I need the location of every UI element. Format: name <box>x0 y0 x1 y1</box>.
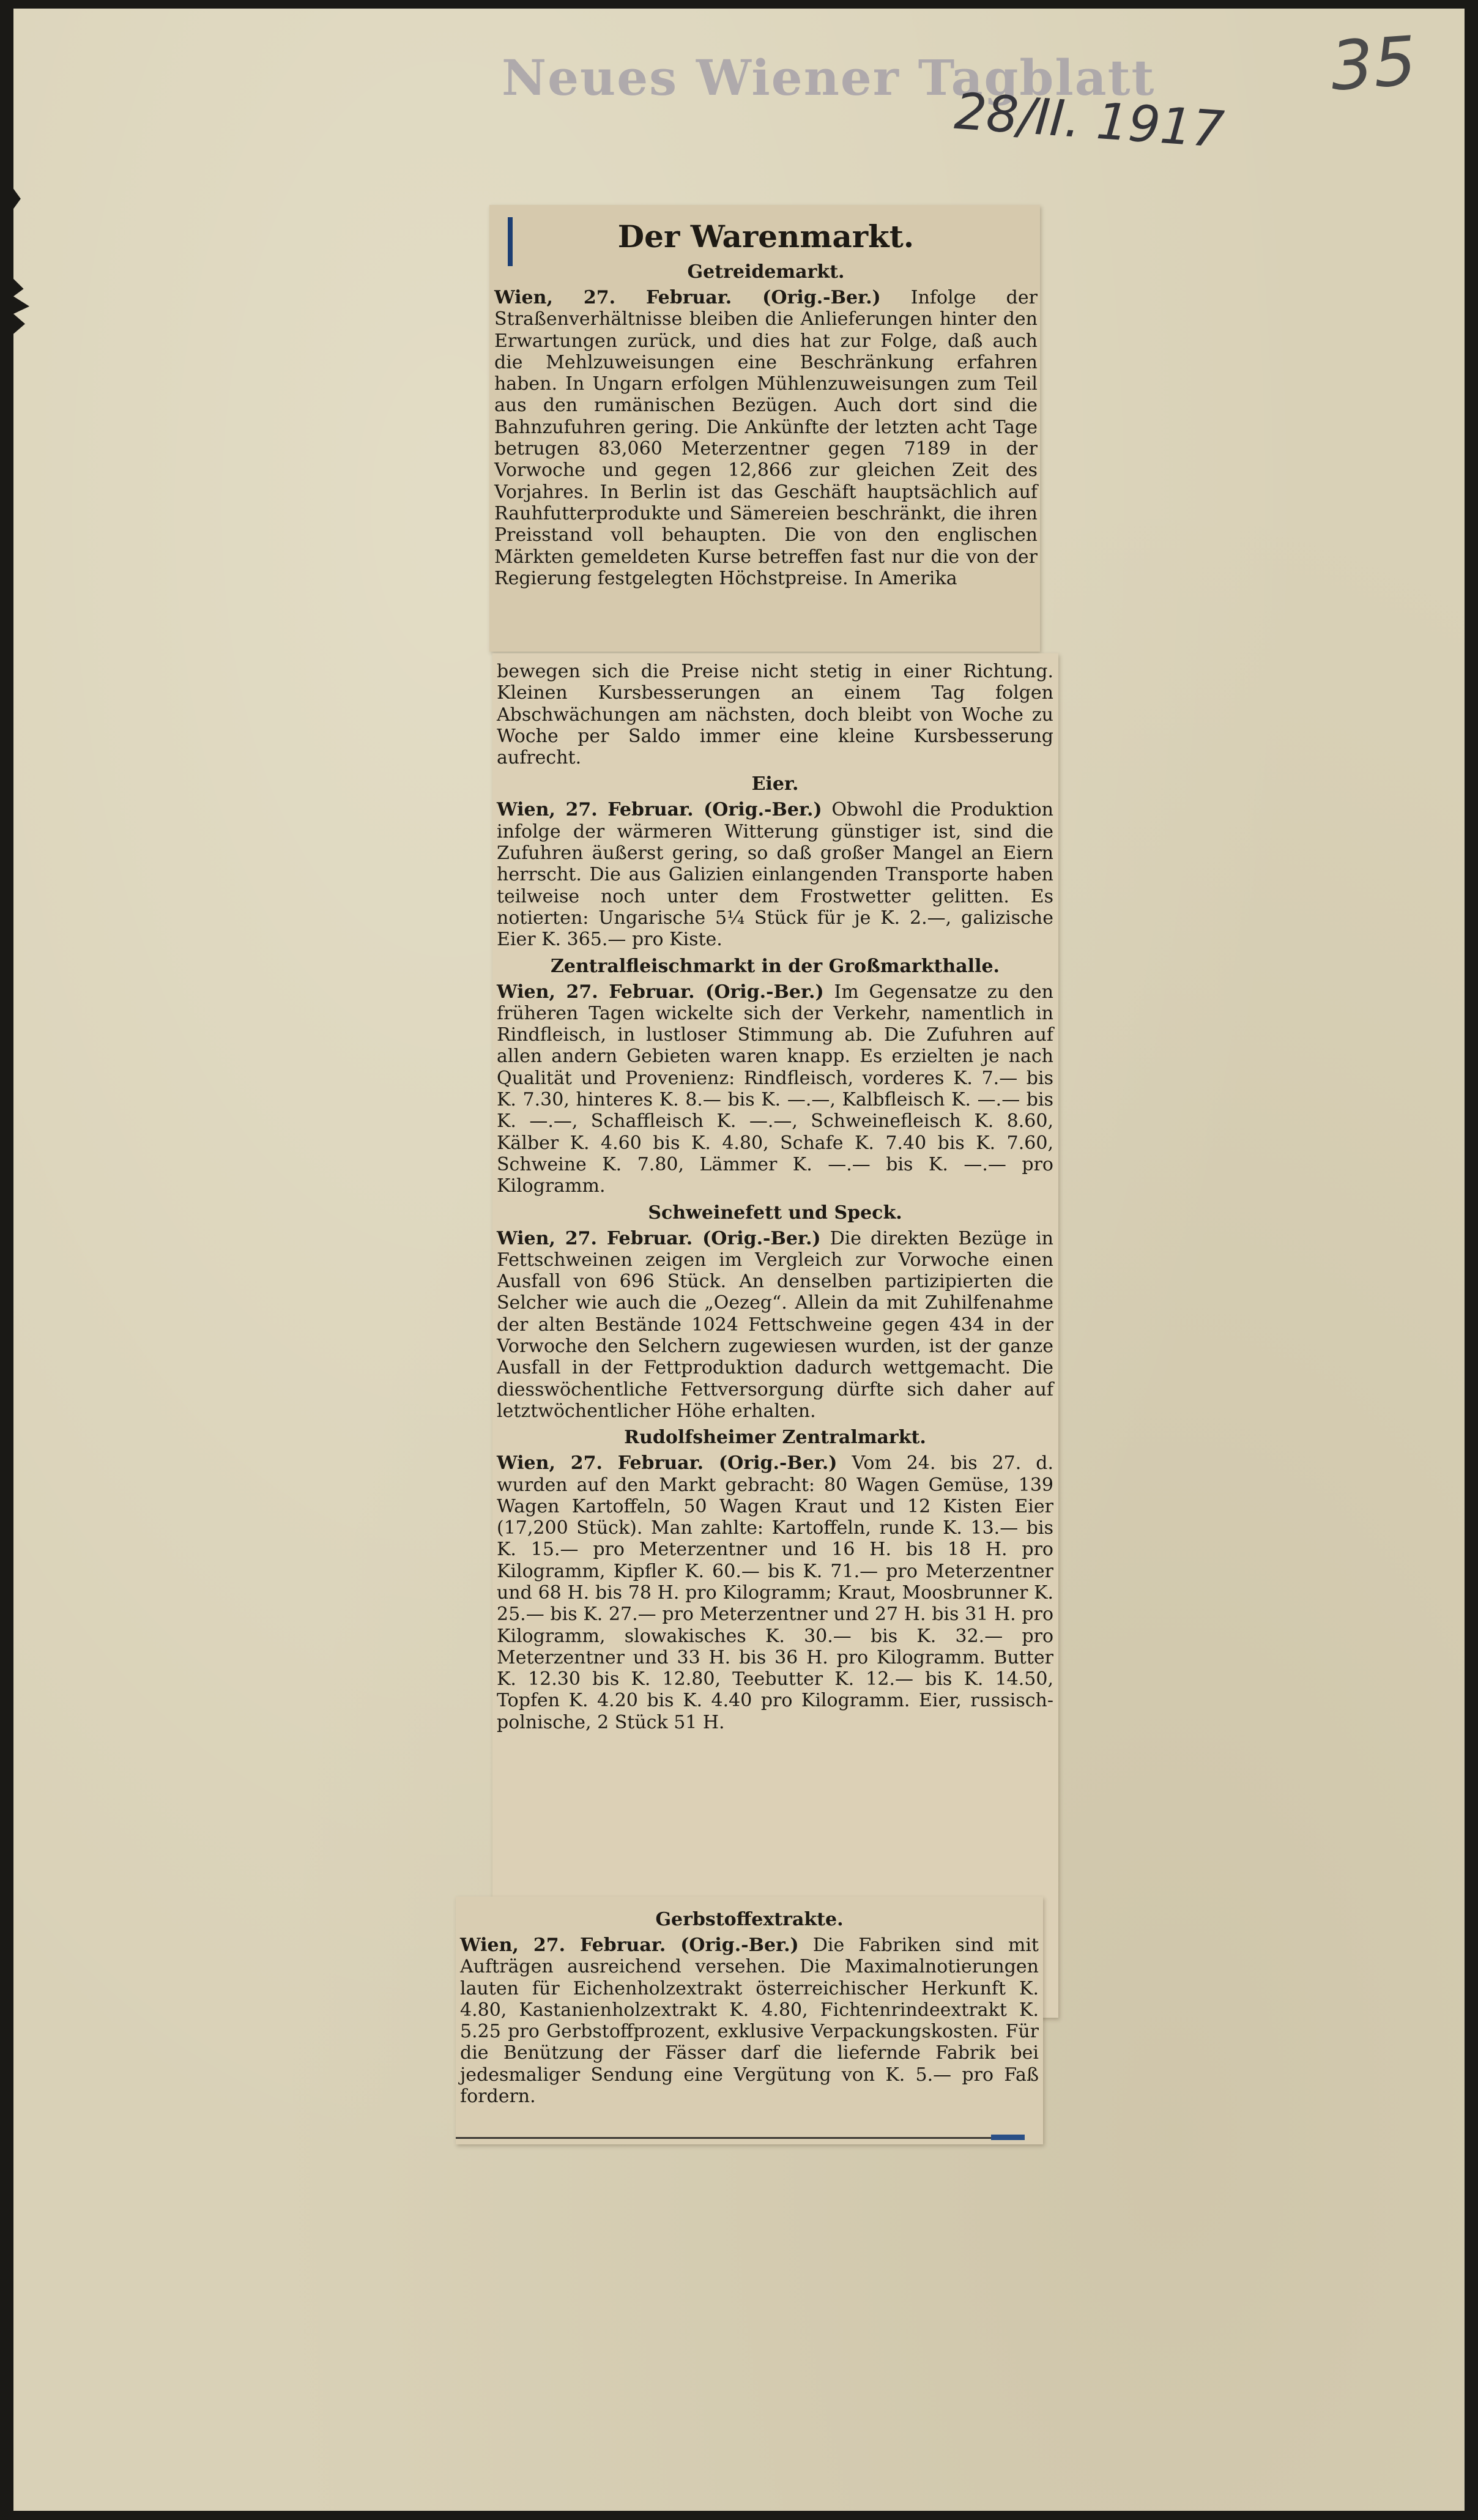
paragraph-text: Obwohl die Produktion infolge der wärmeren Witterung günstiger ist, sind die Zufuhren äußerst gering, so daß großer Mangel an Eiern herrscht. Die aus Galizien einlangenden Transporte haben teilweise noch unter dem Frostwetter gelitten. Es notierten: Ungarische 5¼ Stück für je K. 2.—, galizische Eier K. 365.— pro Kiste. <box>497 799 1053 951</box>
section-heading: Getreidemarkt. <box>687 261 845 283</box>
paragraph-text: Vom 24. bis 27. d. wurden auf den Markt gebracht: 80 Wagen Gemüse, 139 Wagen Kartoffeln, 50 Wagen Kraut und 12 Kisten Eier (17,200 Stück). Man zahlte: Kartoffeln, runde K. 13.— bis K. 15.— pro Meterzentner und 16 H. bis 18 H. pro Kilogramm, Kipfler K. 60.— bis K. 71.— pro Meterzentner und 68 H. bis 78 H. pro Kilogramm; Kraut, Moosbrunner K. 25.— bis K. 27.— pro Meterzentner und 27 H. bis 31 H. pro Kilogramm, slowakisches K. 30.— bis K. 32.— pro Meterzentner und 33 H. bis 36 H. pro Kilogramm. Butter K. 12.30 bis K. 12.80, Teebutter K. 12.— bis K. 14.50, Topfen K. 4.20 bis K. 4.40 pro Kilogramm. Eier, russisch-polnische, 2 Stück 51 H. <box>497 1452 1053 1733</box>
section-paragraph <box>460 1935 1039 2107</box>
dateline: Wien, 27. Februar. (Orig.-Ber.) <box>497 981 824 1003</box>
section-paragraph <box>497 981 1053 1197</box>
article-title: Der Warenmarkt. <box>617 218 915 255</box>
section-paragraph <box>497 799 1053 950</box>
dateline: Wien, 27. Februar. (Orig.-Ber.) <box>497 1452 837 1474</box>
section-paragraph <box>494 287 1038 589</box>
dateline: Wien, 27. Februar. (Orig.-Ber.) <box>497 799 822 821</box>
newspaper-stamp: Neues Wiener Tagblatt <box>502 49 1156 106</box>
section-heading: Zentralfleischmarkt in der Großmarkthalle. <box>550 955 1000 977</box>
section-heading: Rudolfsheimer Zentralmarkt. <box>624 1427 926 1449</box>
dateline: Wien, 27. Februar. (Orig.-Ber.) <box>494 287 881 308</box>
section-paragraph <box>497 1228 1053 1422</box>
blue-marker <box>991 2135 1025 2140</box>
section-heading: Schweinefett und Speck. <box>648 1202 902 1224</box>
section-paragraph: bewegen sich die Preise nicht stetig in einer Richtung. Kleinen Kursbesserungen an einem Tag folgen Abschwächungen am nächsten, doch bleibt von Woche zu Woche per Saldo immer eine kleine Kursbesserung aufrecht. <box>497 661 1053 769</box>
section-heading: Eier. <box>751 773 799 795</box>
paragraph-text: Die Fabriken sind mit Aufträgen ausreichend versehen. Die Maximalnotierungen lauten für Eichenholzextrakt österreichischer Herkunft K. 4.80, Kastanienholzextrakt K. 4.80, Fichtenrindeextrakt K. 5.25 pro Gerbstoffprozent, exklusive Verpackungskosten. Für die Benützung der Fässer darf die liefernde Fabrik bei jedesmaliger Sendung eine Vergütung von K. 5.— pro Faß fordern. <box>460 1935 1039 2108</box>
handwritten-date: 28/II. 1917 <box>953 82 1226 160</box>
clipping-column-upper <box>494 217 1038 592</box>
paragraph-text: Infolge der Straßenverhältnisse bleiben die Anlieferungen hinter den Erwartungen zurück, und dies hat zur Folge, daß auch die Mehlzuweisungen eine Beschränkung erfahren haben. In Ungarn erfolgen Mühlenzuweisungen zum Teil aus den rumänischen Bezügen. Auch dort sind die Bahnzufuhren gering. Die Ankünfte der letzten acht Tage betrugen 83,060 Meterzentner gegen 7189 in der Vorwoche und gegen 12,866 zur gleichen Zeit des Vorjahres. In Berlin ist das Geschäft hauptsächlich auf Rauhfutterprodukte und Sämereien beschränkt, die ihren Preisstand voll behaupten. Die von den englischen Märkten gemeldeten Kurse betreffen fast nur die von der Regierung festgelegten Höchstpreise. In Amerika <box>494 287 1038 589</box>
dateline: Wien, 27. Februar. (Orig.-Ber.) <box>460 1935 799 1956</box>
clipping-column-lower <box>460 1904 1039 2109</box>
section-paragraph <box>497 1452 1053 1733</box>
clipping-column-middle <box>497 661 1053 1736</box>
paragraph-text: Die direkten Bezüge in Fettschweinen zeigen im Vergleich zur Vorwoche einen Ausfall von 696 Stück. An denselben partizipierten die Selcher wie auch die „Oezeg“. Allein da mit Zuhilfenahme der alten Bestände 1024 Fettschweine gegen 434 in der Vorwoche den Selchern zugewiesen wurden, ist der ganze Ausfall in der Fettproduktion dadurch wettgemacht. Die diesswöchentliche Fettversorgung dürfte sich daher auf letztwöchentlicher Höhe erhalten. <box>497 1227 1053 1422</box>
clipping-bottom-rule <box>456 2137 1025 2139</box>
section-heading: Gerbstoffextrakte. <box>655 1909 844 1930</box>
dateline: Wien, 27. Februar. (Orig.-Ber.) <box>497 1227 821 1249</box>
paragraph-text: Im Gegensatze zu den früheren Tagen wickelte sich der Verkehr, namentlich in Rindfleisch, in lustloser Stimmung ab. Die Zufuhren auf allen andern Gebieten waren knapp. Es erzielten je nach Qualität und Provenienz: Rindfleisch, vorderes K. 7.— bis K. 7.30, hinteres K. 8.— bis K. —.—, Kalbfleisch K. —.— bis K. —.—, Schaffleisch K. —.—, Schweinefleisch K. 8.60, Kälber K. 4.60 bis K. 4.80, Schafe K. 7.40 bis K. 7.60, Schweine K. 7.80, Lämmer K. —.— bis K. —.— pro Kilogramm. <box>497 981 1053 1197</box>
archive-number: 35 <box>1328 21 1419 106</box>
